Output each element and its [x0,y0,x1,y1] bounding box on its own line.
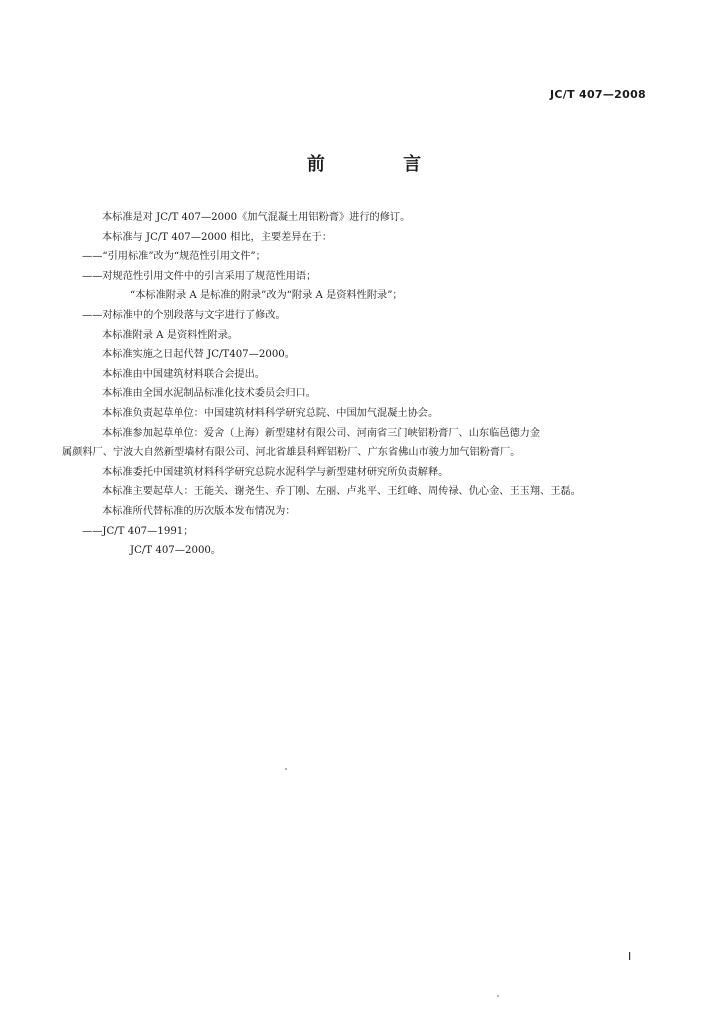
list-item: ——对标准中的个别段落与文字进行了修改。 [82,309,286,321]
scan-speck [497,995,499,997]
list-item-continuation: “本标准附录 A 是标准的附录”改为“附录 A 是资料性附录”； [130,290,403,302]
list-item: ——JC/T 407—1991； [82,525,194,537]
page-number: I [628,950,632,963]
paragraph: 本标准负责起草单位：中国建筑材料科学研究总院、中国加气混凝土协会。 [102,407,439,419]
paragraph: 本标准附录 A 是资料性附录。 [102,329,239,341]
list-item-continuation: JC/T 407—2000。 [130,545,222,557]
page-title: 前 言 [306,154,458,175]
foreword-body [62,208,662,561]
list-item: ——对规范性引用文件中的引言采用了规范性用语； [82,270,317,282]
paragraph: 本标准所代替标准的历次版本发布情况为： [102,505,296,517]
paragraph-continuation: 属颜料厂、宁波大自然新型墙材有限公司、河北省雄县科辉铝粉厂、广东省佛山市骏力加气铝粉膏厂。 [62,447,521,459]
paragraph: 本标准与 JC/T 407—2000 相比，主要差异在于： [102,231,333,243]
paragraph: 本标准参加起草单位：爱舍（上海）新型建材有限公司、河南省三门峡铝粉膏厂、山东临邑德力金 [102,427,541,439]
paragraph: 本标准由全国水泥制品标准化技术委员会归口。 [102,388,316,400]
scan-speck [285,768,287,770]
paragraph: 本标准委托中国建筑材料科学研究总院水泥科学与新型建材研究所负责解释。 [102,466,449,478]
standard-code: JC/T 407—2008 [550,88,646,101]
paragraph: 本标准由中国建筑材料联合会提出。 [102,368,265,380]
paragraph: 本标准实施之日起代替 JC/T407—2000。 [102,349,295,361]
list-item: ——“引用标准”改为“规范性引用文件”； [82,251,266,263]
paragraph: 本标准主要起草人：王能关、谢尧生、乔丁刚、左丽、卢兆平、王红峰、周传禄、仇心金、王玉翔、王磊。 [102,486,581,498]
paragraph: 本标准是对 JC/T 407—2000《加气混凝土用铝粉膏》进行的修订。 [102,212,411,223]
